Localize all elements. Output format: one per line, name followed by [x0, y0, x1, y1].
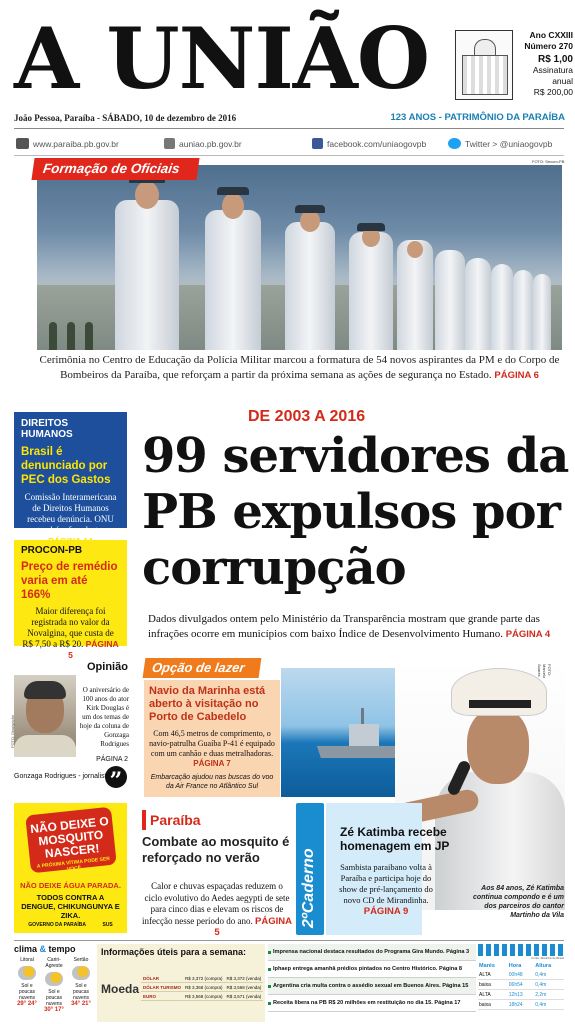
- currency-sell: R$ 3,571 (venda): [226, 993, 262, 999]
- hero-page-ref[interactable]: PÁGINA 6: [494, 370, 539, 381]
- facebook-icon: [312, 138, 323, 149]
- tide-hour: 18h24: [508, 1000, 534, 1010]
- dengue-message: TODOS CONTRA A DENGUE, CHIKUNGUNYA E ZIKA.: [21, 893, 120, 920]
- dengue-ad[interactable]: [14, 803, 127, 933]
- divider: [14, 128, 564, 129]
- table-row: [141, 983, 263, 992]
- site-link-auniao[interactable]: [164, 138, 242, 149]
- hero-photo-cadets: [37, 165, 562, 350]
- table-row: [141, 992, 263, 1001]
- weather-city-name: Litoral: [20, 957, 34, 963]
- wave-icon: [478, 944, 564, 956]
- tide-height: 0,4m: [534, 970, 564, 980]
- table-row: [478, 970, 564, 980]
- box-headline[interactable]: Brasil é denunciado por PEC dos Gastos: [21, 446, 111, 486]
- box-kicker: DIREITOS HUMANOS: [21, 418, 73, 440]
- twitter-icon: [448, 138, 461, 149]
- lazer-page-ref[interactable]: PÁGINA 7: [193, 759, 231, 768]
- table-row: [141, 974, 263, 983]
- hero-caption-text: Cerimônia no Centro de Educação da Polícia Militar marcou a formatura de 54 novos aspirantes da PM e do Corpo de Bombeiros da Paraíba, que reforçam a partir da próxima semana as ações de segurança no Estado.: [39, 354, 560, 381]
- main-dek-text: Dados divulgados ontem pelo Ministério da Transparência mostram que grande parte das infrações ocorre em municípios com baixo Índice de Desenvolvimento Humano.: [148, 613, 540, 640]
- currency-sell: R$ 3,568 (venda): [226, 984, 262, 990]
- tide-header: Marés: [479, 963, 495, 969]
- tide-type: ALTA: [478, 990, 508, 1000]
- building-icon: [164, 138, 175, 149]
- section-tag-paraiba: Paraíba: [142, 810, 267, 830]
- currency-name: EURO: [141, 992, 183, 1001]
- bus-icon: [16, 138, 29, 149]
- twitter-link-label: Twitter > @uniaogovpb: [465, 138, 553, 149]
- weather-desc: Sol e poucas nuvens: [18, 983, 36, 1001]
- caderno-headline[interactable]: Zé Katimba recebe homenagem em JP: [340, 825, 450, 853]
- paraiba-page-ref[interactable]: PÁGINA 5: [214, 915, 292, 938]
- utilities-title: Informações úteis para a semana:: [101, 947, 247, 957]
- site-link-paraiba[interactable]: [16, 138, 119, 149]
- photo-credit: FOTO: Marcelo Soares: [537, 664, 552, 679]
- dengue-badge-small: A PRÓXIMA VÍTIMA PODE SER VOCÊ: [36, 856, 111, 873]
- paraiba-headline[interactable]: Combate ao mosquito é reforçado no verão: [142, 834, 290, 865]
- social-bar: [14, 133, 564, 153]
- partly-sunny-icon: [18, 966, 36, 980]
- katimba-caption: Aos 84 anos, Zé Katimba continua compondo e é um dos parceiros do cantor Martinho da Vila: [472, 885, 564, 919]
- site-link-paraiba-label: www.paraiba.pb.gov.br: [33, 138, 119, 149]
- box-body-text: Comissão Interamericana de Direitos Humanos recebeu denúncia. ONU também fez alerta.: [24, 492, 117, 535]
- currency-sell: R$ 3,372 (venda): [226, 975, 262, 981]
- weather-title-1: clima: [14, 944, 38, 954]
- currency-buy: R$ 3,368 (compra): [185, 984, 223, 990]
- weather-desc: Sol e poucas nuvens: [72, 983, 90, 1001]
- tide-hour: 12h13: [508, 990, 534, 1000]
- paraiba-body: [142, 881, 292, 939]
- list-item[interactable]: Receita libera na PB R$ 20 milhões em restituição no dia 15. Página 17: [268, 995, 476, 1012]
- list-item[interactable]: Imprensa nacional destaca resultados do Programa Gira Mundo. Página 3: [268, 944, 476, 961]
- tide-header: Hora: [508, 963, 522, 969]
- list-item[interactable]: Argentina cria multa contra o assédio sexual em Buenos Aires. Página 15: [268, 978, 476, 995]
- weather-city: [68, 957, 94, 1013]
- box-body: [21, 606, 120, 661]
- lazer-box: [144, 680, 280, 797]
- weather-temp: 30° 17°: [44, 1007, 64, 1013]
- currency-buy: R$ 3,372 (compra): [185, 975, 223, 981]
- building-illustration: [455, 30, 513, 100]
- weather-title: clima & tempo: [14, 944, 76, 954]
- tide-height: 0,4m: [534, 980, 564, 990]
- list-item[interactable]: Iphaep entrega amanhã prédios pintados no Centro Histórico. Página 8: [268, 961, 476, 978]
- currency-name: DÓLAR: [141, 974, 183, 983]
- divider: [14, 940, 564, 941]
- edition-year: Ano CXXIII: [529, 30, 573, 40]
- caderno-page-ref[interactable]: PÁGINA 9: [363, 906, 409, 917]
- sus-logo: SUS: [102, 922, 113, 928]
- partly-sunny-icon: [72, 966, 90, 980]
- main-story-kicker: DE 2003 A 2016: [248, 408, 366, 425]
- partly-sunny-icon: [45, 972, 63, 986]
- lazer-body: [149, 729, 275, 769]
- paraiba-body-text: Calor e chuvas espaçadas reduzem o ciclo evolutivo do Aedes aegypti de sete para cinco dias e elevam os riscos de infecção nesse período do ano.: [142, 881, 290, 926]
- utilities-panel: [97, 944, 265, 1022]
- dengue-badge: [25, 807, 117, 874]
- divider: [14, 155, 564, 156]
- columnist-photo: [14, 675, 76, 757]
- tide-table: [478, 962, 564, 1010]
- hero-caption: [37, 353, 562, 383]
- lazer-photo-caption: Embarcação ajudou nas buscas do voo da Air France no Atlântico Sul: [150, 774, 274, 790]
- table-header: [478, 962, 564, 970]
- section-tag-formacao: Formação de Oficiais: [31, 158, 199, 180]
- main-dek: [148, 612, 566, 642]
- masthead-title: A UNIÃO: [14, 9, 430, 108]
- photo-credit: FOTO: Divulgação: [10, 714, 15, 748]
- twitter-link[interactable]: [448, 138, 552, 149]
- section-tag-caderno: [296, 803, 324, 935]
- tide-hour: 00h48: [508, 970, 534, 980]
- box-kicker: PROCON-PB: [21, 545, 83, 556]
- news-list: [268, 944, 476, 1022]
- caderno-body-text: Sambista paraibano volta à Paraíba e participa hoje do show de pré-lançamento do novo CD de Mirandinha.: [339, 862, 433, 905]
- currency-table: [141, 974, 263, 1001]
- table-row: [478, 1000, 564, 1010]
- slogan: 123 ANOS - PATRIMÔNIO DA PARAÍBA: [390, 112, 565, 123]
- main-headline[interactable]: 99 servidores da PB expulsos por corrupção: [142, 428, 569, 596]
- moeda-label: Moeda: [101, 982, 140, 996]
- governo-logo: GOVERNO DA PARAÍBA: [28, 922, 87, 928]
- tide-header: Altura: [535, 963, 552, 969]
- opiniao-page-ref[interactable]: PÁGINA 2: [96, 756, 128, 763]
- weather-panel: [14, 944, 94, 1022]
- caderno-body: [336, 862, 436, 917]
- opiniao-label: Opinião: [87, 661, 128, 673]
- tide-credit: Fonte: Marinha do Brasil: [531, 956, 564, 960]
- weather-title-2: tempo: [48, 944, 76, 954]
- section-tag-lazer: Opção de lazer: [143, 658, 262, 678]
- edition-number: Número 270: [524, 41, 573, 51]
- tide-panel: [478, 944, 564, 1022]
- opiniao-text: O aniversário de 100 anos do ator Kirk Douglas é um dos temas de hoje da coluna de Gonzaga Rodrigues: [79, 686, 129, 748]
- currency-buy: R$ 3,568 (compra): [185, 993, 223, 999]
- subscription-price: R$ 200,00: [533, 87, 573, 97]
- tide-height: 0,4m: [534, 1000, 564, 1010]
- photo-credit: FOTO: Secom-PB: [532, 159, 565, 164]
- box-headline[interactable]: Preço de remédio varia em até 166%: [21, 561, 118, 601]
- edition-price: R$ 1,00: [537, 54, 573, 65]
- lazer-headline[interactable]: Navio da Marinha está aberto à visitação no Porto de Cabedelo: [149, 685, 266, 723]
- weather-city: [14, 957, 40, 1013]
- facebook-link-label: facebook.com/uniaogovpb: [327, 138, 427, 149]
- table-row: [478, 980, 564, 990]
- facebook-link[interactable]: [312, 138, 426, 149]
- box-body: [21, 492, 120, 547]
- box-page-ref[interactable]: PÁGINA 5: [68, 639, 119, 660]
- weather-temp: 34° 21°: [71, 1001, 91, 1007]
- edition-info: [517, 30, 573, 98]
- currency-name: DÓLAR TURISMO: [143, 984, 181, 990]
- tide-height: 2,2m: [534, 990, 564, 1000]
- lazer-body-text: Com 46,5 metros de comprimento, o navio-patrulha Guaíba P-41 é equipado com um canhão e duas metralhadoras.: [149, 729, 275, 758]
- caderno-tag-label: 2ºCaderno: [300, 848, 317, 928]
- main-page-ref[interactable]: PÁGINA 4: [505, 629, 551, 640]
- box-direitos-humanos: [14, 412, 127, 535]
- tide-type: baixa: [478, 980, 508, 990]
- tide-hour: 06h54: [508, 980, 534, 990]
- weather-desc: Sol e poucas nuvens: [45, 989, 63, 1007]
- weather-temp: 29° 24°: [17, 1001, 37, 1007]
- subscription-period: anual: [552, 76, 573, 86]
- site-link-auniao-label: auniao.pb.gov.br: [179, 138, 242, 149]
- box-body-text: Maior diferença foi registrada no valor da Novalgina, que custa de R$ 7,50 a R$ 20.: [22, 606, 114, 649]
- quote-icon: ”: [105, 766, 127, 788]
- dengue-warning: NÃO DEIXE ÁGUA PARADA.: [20, 881, 121, 890]
- dateline: João Pessoa, Paraíba - SÁBADO, 10 de dezembro de 2016: [14, 113, 237, 123]
- opiniao-author: Gonzaga Rodrigues - jornalista: [14, 773, 111, 780]
- dengue-logos: [20, 919, 121, 931]
- table-row: [478, 990, 564, 1000]
- subscription-label: Assinatura: [532, 65, 573, 75]
- weather-city-name: Cariri-Agreste: [45, 957, 63, 969]
- tide-type: baixa: [478, 1000, 508, 1010]
- weather-city: [41, 957, 67, 1013]
- weather-city-name: Sertão: [73, 957, 89, 963]
- dengue-badge-text: NÃO DEIXE O MOSQUITO NASCER!: [29, 814, 110, 861]
- box-procon: [14, 540, 127, 660]
- tide-type: ALTA: [478, 970, 508, 980]
